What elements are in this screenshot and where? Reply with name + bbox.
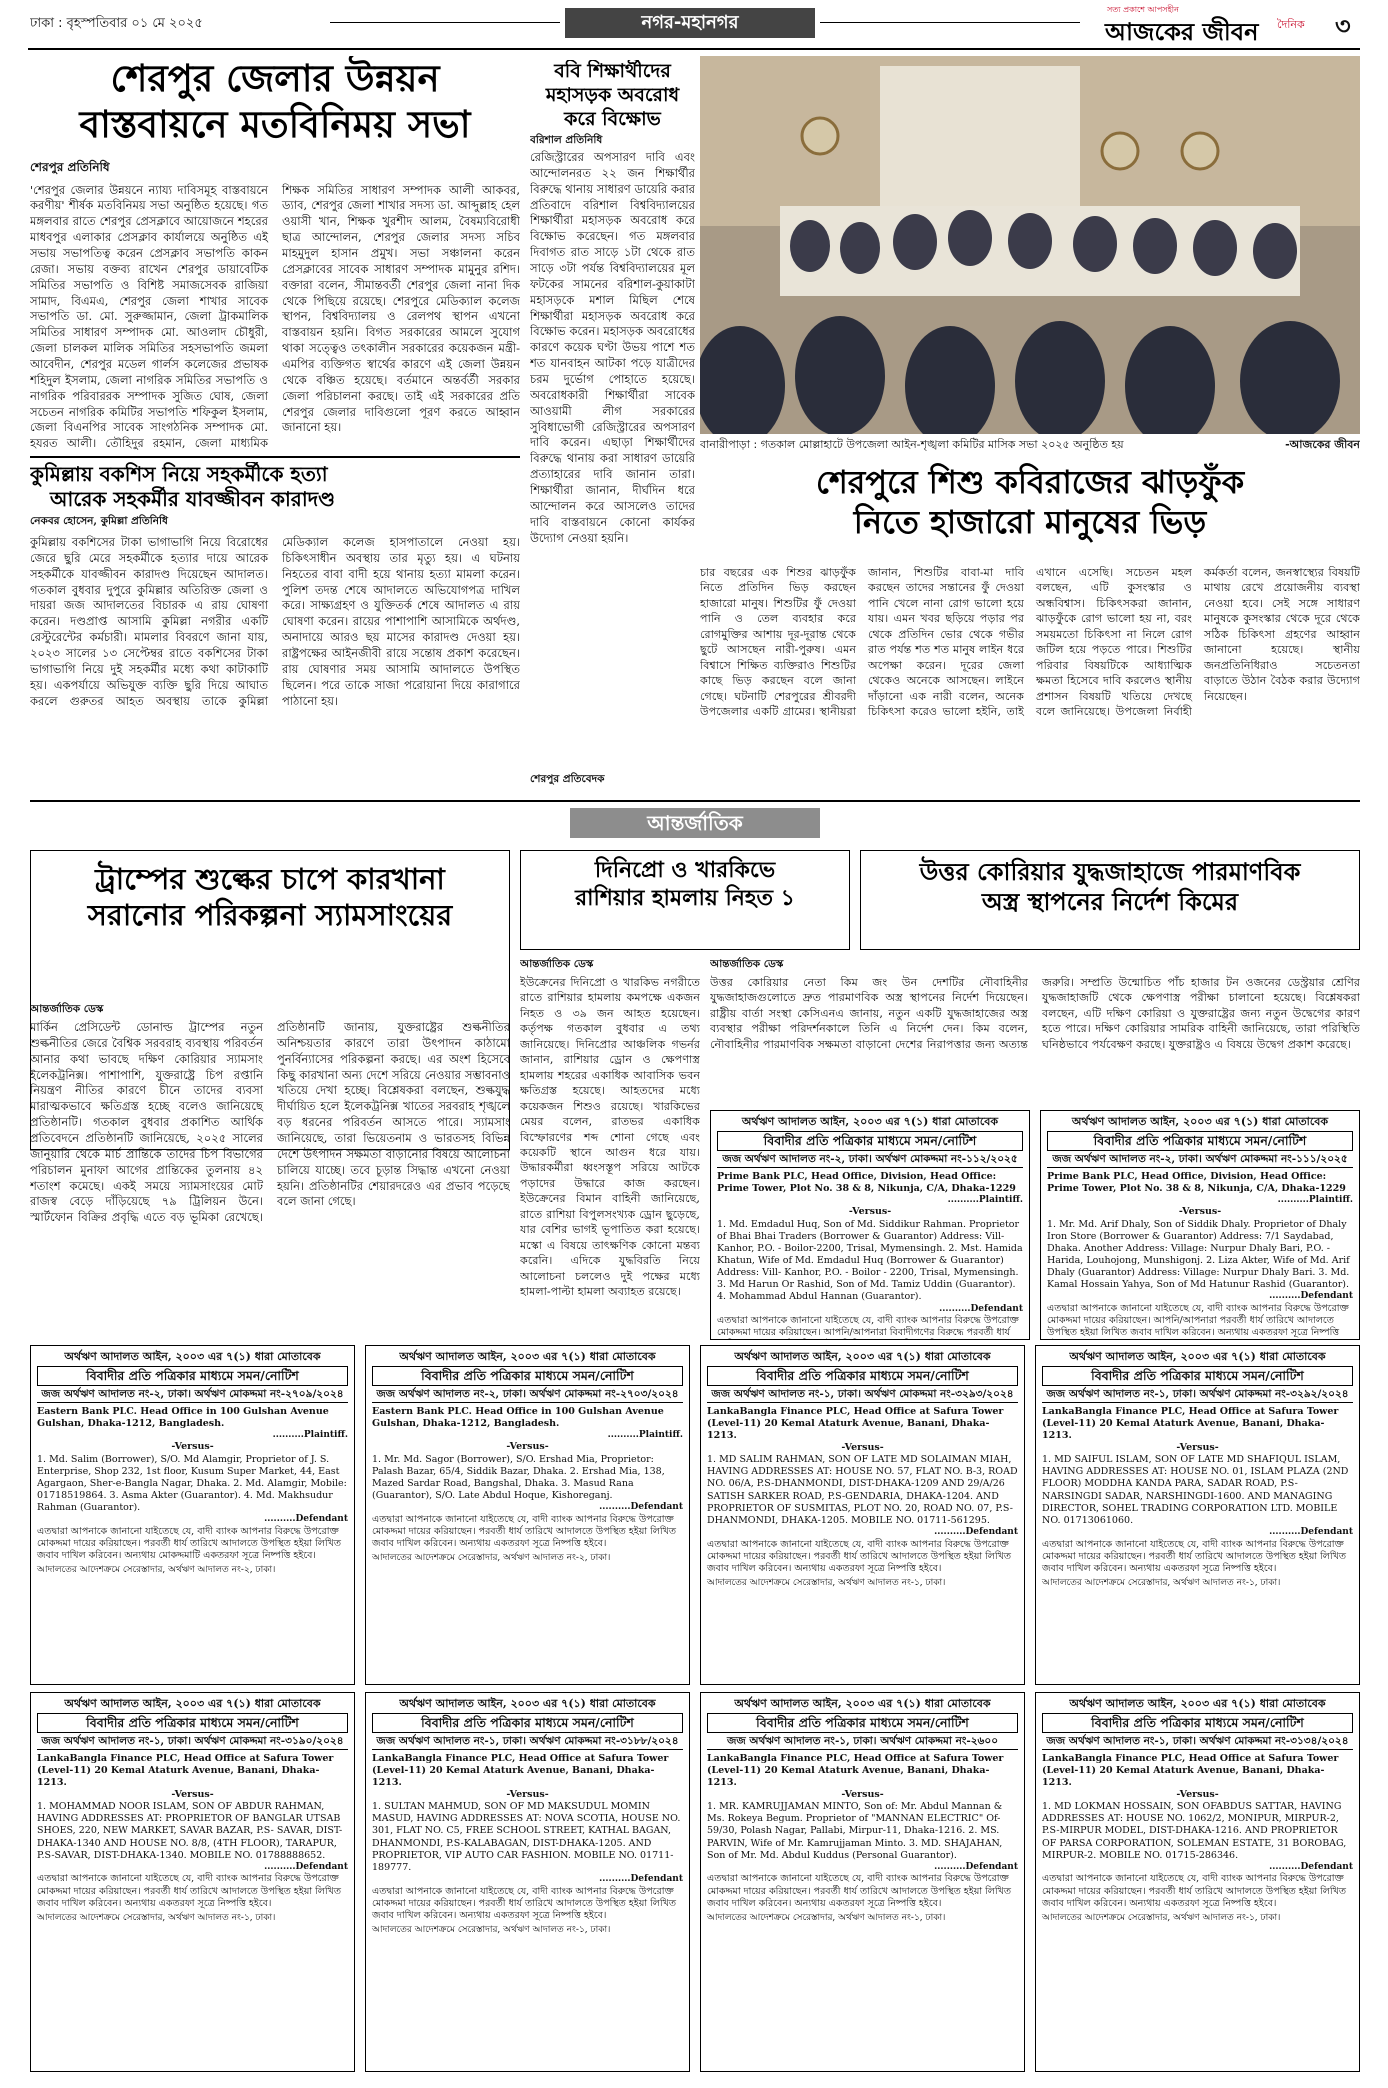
notice-signature: আদালতের আদেশক্রমে সেরেস্তাদার, অর্থঋণ আদালত নং-২, ঢাকা। bbox=[37, 1565, 276, 1576]
notice-case-no: জজ অর্থঋণ আদালত নং-১, ঢাকা। অর্থঋণ মোকদ্দমা নং-৩২৯২/২০২৪ bbox=[1042, 1388, 1353, 1402]
story-ukraine bbox=[520, 850, 850, 950]
notice-plaintiff-tag: ..........Plaintiff. bbox=[272, 1429, 348, 1440]
byline: নেকবর হোসেন, কুমিল্লা প্রতিনিধি bbox=[30, 515, 168, 527]
byline: আন্তর্জাতিক ডেস্ক bbox=[710, 958, 784, 970]
headline-line: ট্রাম্পের শুল্কের চাপে কারখানা bbox=[95, 862, 445, 896]
notice-law: অর্থঋণ আদালত আইন, ২০০৩ এর ৭(১) ধারা মোতাবেক bbox=[741, 1115, 999, 1128]
notice-case-no: জজ অর্থঋণ আদালত নং-২, ঢাকা। অর্থঋণ মোকদ্দমা নং-২৭০৯/২০২৪ bbox=[37, 1388, 348, 1402]
notice-defendant-tag: ..........Defendant bbox=[934, 1527, 1018, 1538]
notice-body: এতদ্বারা আপনাকে জানানো যাইতেছে যে, বাদী ব্যাংক আপনার বিরুদ্ধে উপরোক্ত মোকদ্দমা দায়ের করিয়াছেন। পরবর্তী ধার্য তারিখে আদালতে উপস্থিত হইয়া লিখিত জবাব দাখিল করিবেন। অন্যথায় একতরফা সূত্রে নিষ্পত্তি হইবে। bbox=[1042, 1873, 1346, 1909]
headline-line: করে বিক্ষোভ bbox=[564, 107, 661, 130]
notice-signature: আদালতের আদেশক্রমে সেরেস্তাদার, অর্থঋণ আদালত নং-২, ঢাকা। bbox=[372, 1553, 611, 1564]
notice-body: এতদ্বারা আপনাকে জানানো যাইতেছে যে, বাদী ব্যাংক আপনার বিরুদ্ধে উপরোক্ত মোকদ্দমা দায়ের করিয়াছেন। আপনি/আপনারা বিবাদীগণের বিরুদ্ধে পরবর্তী ধার্য bbox=[717, 1315, 1019, 1339]
notice-defendant: 1. MR. KAMRUJJAMAN MINTO, Son of: Mr. Abdul Mannan & Ms. Rokeya Begum. Proprietor of "MANNAN ELECTRIC" Of-59/30, Polash Nagar, Pallabi, Mirpur-11, Dhaka-1216. 2. MS. PARVIN, Wife of Mr. Kamrujjaman Minto. 3. MD. SHAJAHAN, Son of Mr. Md. Abdul Kuddus (Personal Guarantor). bbox=[707, 1801, 1003, 1861]
notice-case-no: জজ অর্থঋণ আদালত নং-১, ঢাকা। অর্থঋণ মোকদ্দমা নং-৩১৩৪/২০২৪ bbox=[1042, 1735, 1353, 1749]
byline: শেরপুর প্রতিনিধি bbox=[30, 159, 110, 174]
notice-law: অর্থঋণ আদালত আইন, ২০০৩ এর ৭(১) ধারা মোতাবেক bbox=[1069, 1697, 1326, 1710]
photo-caption bbox=[700, 436, 1360, 456]
court-notice bbox=[1035, 1692, 1360, 2072]
notice-law: অর্থঋণ আদালত আইন, ২০০৩ এর ৭(১) ধারা মোতাবেক bbox=[399, 1697, 656, 1710]
notice-law: অর্থঋণ আদালত আইন, ২০০৩ এর ৭(১) ধারা মোতাবেক bbox=[1069, 1350, 1326, 1363]
notice-defendant-tag: ..........Defendant bbox=[939, 1303, 1023, 1314]
notice-case-no: জজ অর্থঋণ আদালত নং-১, ঢাকা। অর্থঋণ মোকদ্দমা নং-৩১৯০/২০২৪ bbox=[37, 1735, 348, 1749]
headline-line: অস্ত্র স্থাপনের নির্দেশ কিমের bbox=[981, 888, 1239, 916]
notice-law: অর্থঋণ আদালত আইন, ২০০৩ এর ৭(১) ধারা মোতাবেক bbox=[399, 1350, 656, 1363]
notice-title: বিবাদীর প্রতি পত্রিকার মাধ্যমে সমন/নোটিশ bbox=[37, 1713, 348, 1733]
notice-title: বিবাদীর প্রতি পত্রিকার মাধ্যমে সমন/নোটিশ bbox=[707, 1366, 1018, 1386]
notice-defendant: 1. MOHAMMAD NOOR ISLAM, SON OF ABDUR RAHMAN, HAVING ADDRESSES AT: PROPRIETOR OF BANGLAR UTSAB SHOES, 220, NEW MARKET, SAVAR BAZAR, P.S- SAVAR, DIST-DHAKA-1340 AND HOUSE NO. 8/8, (4TH FLOOR), TARAPUR, P.S-SAVAR, DIST-DHAKA-1340. MOBILE NO. 01788888652. bbox=[37, 1801, 343, 1861]
notice-signature: আদালতের আদেশক্রমে সেরেস্তাদার, অর্থঋণ আদালত নং-১, ঢাকা। bbox=[37, 1912, 276, 1923]
article-body: 'শেরপুর জেলার উন্নয়নে ন্যায্য দাবিসমূহ বাস্তবায়নে করণীয়' শীর্ষক মতবিনিময় সভা অনুষ্ঠিত হয়েছে। গত মঙ্গলবার রাতে শেরপুর প্রেসক্লাবে আয়োজনে শহরের মাধবপুর এলাকার প্রেসক্লাব কার্যালয়ে অনুষ্ঠিত এই সভায় সভাপতিত্ব করেন প্রেসক্লাব সভাপতি কাকন রেজা। সভায় বক্তব্য রাখেন শেরপুর ডায়াবেটিক সমিতির সভাপতি ও বিশিষ্ট সমাজসেবক রাজিয়া সামাদ, বিএমএ, শেরপুর জেলা শাখার সাবেক সভাপতি ডা. মো. সুরুজ্জামান, জেলা ট্রাকমালিক সমিতির সাধারণ সম্পাদক মো. আওলাদ চৌধুরী, জেলা চালকল মালিক সমিতির সহসভাপতি জমলা আবেদীন, শেরপুর মডেল গার্লস কলেজের প্রভাষক শহিদুল ইসলাম, জেলা নাগরিক সমিতির সভাপতি ও নাগরিক পরিবাররক সম্পাদক সুজিত ঘোষ, জেলা সচেতন নাগরিক কমিটির সভাপতি শফিকুল ইসলাম, জেলা বিএনপির সাবেক সাংগঠনিক সম্পাদক মো. হযরত আলী। তৌহিদুর রহমান, জেলা মাধ্যমিক শিক্ষক সমিতির সাধারণ সম্পাদক আলী আকবর, ড্যাব, শেরপুর জেলা শাখার সদস্য ডা. আব্দুল্লাহ হেল ওয়াসী খান, শিক্ষক খুরশীদ আলম, বৈষম্যবিরোধী ছাত্র আন্দোলন, শেরপুর জেলার সদস্য সচিব মাহমুদুল হাসান প্রমুখ। সভা সঞ্চালনা করেন প্রেসক্লাবের সাবেক সাধারণ সম্পাদক মামুনুর রশিদ। বক্তারা বলেন, সীমান্তবর্তী শেরপুর জেলা নানা দিক থেকে পিছিয়ে রয়েছে। শেরপুরে মেডিক্যাল কলেজ স্থাপন, বিশ্ববিদ্যালয় ও রেলপথ স্থাপন এখনো বাস্তবায়ন হয়নি। বিগত সরকারের আমলে সুযোগ থাকা সত্ত্বেও তৎকালীন সরকারের কয়েকজন মন্ত্রী-এমপির ব্যক্তিগত স্বার্থের কারণে এই জেলা উন্নয়ন থেকে বঞ্চিত হয়েছে। বর্তমানে অন্তর্বর্তী সরকার জেলা পরিচালনা করছে। তাই এই সরকারের প্রতি শেরপুর জেলার দাবিগুলো পূরণ করতে আহ্বান জানানো হয়। bbox=[30, 182, 520, 451]
notice-case-no: জজ অর্থঋণ আদালত নং-২, ঢাকা। অর্থঋণ মোকদ্দমা নং-১১১/২০২৫ bbox=[1047, 1153, 1353, 1167]
notice-defendant: 1. MD LOKMAN HOSSAIN, SON OFABDUS SATTAR, HAVING ADDRESSES AT: HOUSE NO. 1062/2, MONIPUR, MIRPUR-2, P.S-MIRPUR MODEL, DIST-DHAKA-1216. AND PROPRIETOR OF PARSA CORPORATION, SOLEMAN ESTATE, 31 BOROBAG, MIRPUR-2. MOBILE NO. 01715-286346. bbox=[1042, 1801, 1347, 1861]
notice-defendant-tag: ..........Defendant bbox=[934, 1861, 1018, 1872]
notice-signature: আদালতের আদেশক্রমে সেরেস্তাদার, অর্থঋণ আদালত নং-১, ঢাকা। bbox=[1042, 1578, 1281, 1589]
headline-line: শেরপুর জেলার উন্নয়ন bbox=[110, 57, 440, 100]
notice-signature: আদালতের আদেশক্রমে সেরেস্তাদার, অর্থঋণ আদালত নং-১, ঢাকা। bbox=[707, 1578, 946, 1589]
story-sherpur-meeting bbox=[30, 56, 520, 456]
headline-line: রাশিয়ার হামলায় নিহত ১ bbox=[575, 885, 795, 911]
story-ukraine-headline bbox=[527, 857, 843, 912]
notice-defendant: 1. MD SALIM RAHMAN, SON OF LATE MD SOLAIMAN MIAH, HAVING ADDRESSES AT: HOUSE NO. 57, FLAT NO. B-3, ROAD NO. 06/A, P.S-DHANMONDI, DIST-DHAKA-1209 AND 29/A/26 SATISH SARKER ROAD, P.S-GENDARIA, DHAKA-1204. AND PROPRIETOR OF SUSMITAS, PLOT NO. 20, ROAD NO. 07, P.S- DHANMONDI, DHAKA-1205. MOBILE NO. 01711-561295. bbox=[707, 1454, 1018, 1526]
masthead bbox=[0, 0, 1388, 50]
court-notice bbox=[1040, 1110, 1360, 1340]
article-body: রেজিস্ট্রারের অপসারণ দাবি এবং আন্দোলনরত ২২ জন শিক্ষার্থীর বিরুদ্ধে থানায় সাধারণ ডায়েরি করার প্রতিবাদে বরিশাল বিশ্ববিদ্যালয়ের শিক্ষার্থীরা মহাসড়ক অবরোধ করে বিক্ষোভ করেছেন। গত মঙ্গলবার দিবাগত রাত সাড়ে ১টা থেকে রাত সাড়ে ৩টা পর্যন্ত বিশ্ববিদ্যালয়ের মূল ফটকের সামনের বরিশাল-কুয়াকাটা মহাসড়কে মশাল মিছিল শেষে শিক্ষার্থীরা মহাসড়ক অবরোধ করে বিক্ষোভ করেন। মহাসড়ক অবরোধের কারণে কয়েক ঘণ্টা উভয় পাশে শত শত যানবাহন আটকা পড়ে যাত্রীদের চরম দুর্ভোগ পোহাতে হয়েছে। অবরোধকারী শিক্ষার্থীরা সাবেক আওয়ামী লীগ সরকারের সুবিধাভোগী রেজিস্ট্রারের অপসারণ দাবি করেন। এছাড়া শিক্ষার্থীদের বিরুদ্ধে থানায় করা সাধারণ ডায়েরি প্রত্যাহারের দাবি জানান তারা। শিক্ষার্থীরা জানান, দীর্ঘদিন ধরে আন্দোলন করে আসলেও তাদের দাবি বাস্তবায়নে কোনো কার্যকর উদ্যোগ নেওয়া হয়নি। bbox=[530, 150, 695, 545]
notice-plaintiff-tag: ..........Plaintiff. bbox=[1277, 1194, 1353, 1205]
notice-body: এতদ্বারা আপনাকে জানানো যাইতেছে যে, বাদী ব্যাংক আপনার বিরুদ্ধে উপরোক্ত মোকদ্দমা দায়ের করিয়াছেন। পরবর্তী ধার্য তারিখে আদালতে উপস্থিত হইয়া লিখিত জবাব দাখিল করিবেন। অন্যথায় একতরফা সূত্রে নিষ্পত্তি হইবে। bbox=[372, 1513, 676, 1549]
masthead-divider bbox=[330, 22, 560, 23]
notice-defendant-tag: ..........Defendant bbox=[1269, 1527, 1353, 1538]
court-notice bbox=[365, 1692, 690, 2072]
notice-plaintiff: LankaBangla Finance PLC, Head Office at Safura Tower (Level-11) 20 Kemal Ataturk Avenue, Banani, Dhaka-1213. bbox=[707, 1405, 1004, 1441]
photo-meeting-illustration bbox=[700, 56, 1360, 434]
notice-signature: আদালতের আদেশক্রমে সেরেস্তাদার, অর্থঋণ আদালত নং-১, ঢাকা। bbox=[372, 1925, 611, 1936]
notice-title: বিবাদীর প্রতি পত্রিকার মাধ্যমে সমন/নোটিশ bbox=[1042, 1713, 1353, 1733]
article-body: ইউক্রেনের দিনিপ্রো ও খারকিভ নগরীতে রাতে রাশিয়ার হামলায় কমপক্ষে একজন নিহত ও ৩৯ জন আহত হয়েছেন। কর্তৃপক্ষ গতকাল বুধবার এ তথ্য জানিয়েছে। দিনিপ্রোর আঞ্চলিক গভর্নর জানান, রাশিয়ার ড্রোন ও ক্ষেপণাস্ত্র হামলায় শহরের একাধিক আবাসিক ভবন ক্ষতিগ্রস্ত হয়েছে। আহতদের মধ্যে কয়েকজন শিশুও রয়েছে। খারকিভের মেয়র বলেন, রাতভর একাধিক বিস্ফোরণের শব্দ শোনা গেছে এবং কয়েকটি স্থানে আগুন ধরে যায়। উদ্ধারকর্মীরা ধ্বংসস্তূপ সরিয়ে আটকে পড়াদের উদ্ধারে কাজ করছেন। ইউক্রেনের বিমান বাহিনী জানিয়েছে, রাতে রাশিয়া বিপুলসংখ্যক ড্রোন ছুড়েছে, যার বেশির ভাগই ভূপাতিত করা হয়েছে। মস্কো এ বিষয়ে তাৎক্ষণিক কোনো মন্তব্য করেনি। এদিকে যুদ্ধবিরতি নিয়ে আলোচনা চললেও দুই পক্ষের মধ্যে হামলা-পাল্টা হামলা অব্যাহত রয়েছে। bbox=[520, 976, 700, 1299]
page-number: ৩ bbox=[1335, 12, 1351, 40]
article-body: মার্কিন প্রেসিডেন্ট ডোনাল্ড ট্রাম্পের নতুন শুল্কনীতির জেরে বৈশ্বিক সরবরাহ ব্যবস্থায় পরিবর্তন আনার কথা ভাবছে দক্ষিণ কোরিয়ার স্যামসাং ইলেকট্রনিক্স। পাশাপাশি, যুক্তরাষ্ট্রে চিপ রপ্তানি নিয়ন্ত্রণ নীতির কারণে চীনে তাদের ব্যবসা মারাত্মকভাবে ক্ষতিগ্রস্ত হচ্ছে বলেও জানিয়েছে প্রতিষ্ঠানটি। গতকাল বুধবার প্রকাশিত আর্থিক প্রতিবেদনে প্রতিষ্ঠানটি জানিয়েছে, ২০২৫ সালের জানুয়ারি থেকে মার্চ প্রান্তিকে তাদের চিপ বিভাগের পরিচালন মুনাফা আগের প্রান্তিকের তুলনায় ৪২ শতাংশ কমেছে। একই সময়ে স্যামসাংয়ের মোট রাজস্ব বেড়ে দাঁড়িয়েছে ৭৯ ট্রিলিয়ন উনে। স্মার্টফোন বিক্রির প্রবৃদ্ধি এতে বড় ভূমিকা রেখেছে। প্রতিষ্ঠানটি জানায়, যুক্তরাষ্ট্রের শুল্কনীতির অনিশ্চয়তার কারণে তারা উৎপাদন কাঠামো পুনর্বিন্যাসের পরিকল্পনা করছে। এর অংশ হিসেবে কিছু কারখানা অন্য দেশে সরিয়ে নেওয়ার সম্ভাবনাও খতিয়ে দেখা হচ্ছে। বিশ্লেষকরা বলছেন, শুল্কযুদ্ধ দীর্ঘায়িত হলে ইলেকট্রনিক্স খাতের সরবরাহ শৃঙ্খলে বড় ধরনের পরিবর্তন আসতে পারে। স্যামসাং জানিয়েছে, তারা ভিয়েতনাম ও ভারতসহ বিভিন্ন দেশে উৎপাদন সক্ষমতা বাড়ানোর বিষয়ে আলোচনা চালিয়ে যাচ্ছে। তবে চূড়ান্ত সিদ্ধান্ত এখনো নেওয়া হয়নি। প্রতিষ্ঠানটির শেয়ারদরেও এর প্রভাব পড়েছে বলে জানা গেছে। bbox=[30, 1020, 510, 1225]
notice-defendant-tag: ..........Defendant bbox=[1269, 1291, 1353, 1302]
photo-caption-text: বানারীপাড়া : গতকাল মোল্লাহাটে উপজেলা আইন-শৃঙ্খলা কমিটির মাসিক সভা ২০২৫ অনুষ্ঠিত হয় bbox=[700, 438, 1124, 451]
notice-case-no: জজ অর্থঋণ আদালত নং-২, ঢাকা। অর্থঋণ মোকদ্দমা নং-২৭০৩/২০২৪ bbox=[372, 1388, 683, 1402]
story-samsung-headline bbox=[41, 861, 499, 934]
section-rule bbox=[30, 800, 1360, 802]
notice-title: বিবাদীর প্রতি পত্রিকার মাধ্যমে সমন/নোটিশ bbox=[1047, 1131, 1353, 1151]
byline: আন্তর্জাতিক ডেস্ক bbox=[30, 1003, 104, 1015]
story-bobi-headline bbox=[530, 60, 695, 131]
notice-defendant: 1. Mr. Md. Sagor (Borrower), S/O. Ershad Mia, Proprietor: Palash Bazar, 65/4, Siddik Bazar, Dhaka. 2. Ershad Mia, 138, Mazed Sardar Road, Bangshal, Dhaka. 3. Masud Rana (Guarantor), S/O. Late Abdul Hoque, Kishoreganj. bbox=[372, 1453, 665, 1501]
notice-defendant-tag: ..........Defendant bbox=[264, 1861, 348, 1872]
headline-line: মহাসড়ক অবরোধ bbox=[545, 83, 680, 106]
notice-plaintiff: Prime Bank PLC, Head Office, Division, Head Office: Prime Tower, Plot No. 38 & 8, Nikunja, C/A, Dhaka-1229 bbox=[717, 1170, 1016, 1194]
notice-defendant-tag: ..........Defendant bbox=[264, 1514, 348, 1525]
notice-body: এতদ্বারা আপনাকে জানানো যাইতেছে যে, বাদী ব্যাংক আপনার বিরুদ্ধে উপরোক্ত মোকদ্দমা দায়ের করিয়াছেন। পরবর্তী ধার্য তারিখে আদালতে উপস্থিত হইয়া লিখিত জবাব দাখিল করিবেন। অন্যথায় একতরফা সূত্রে নিষ্পত্তি হইবে। bbox=[37, 1873, 341, 1909]
section-label: নগর-মহানগর bbox=[565, 8, 815, 38]
notice-title: বিবাদীর প্রতি পত্রিকার মাধ্যমে সমন/নোটিশ bbox=[717, 1131, 1023, 1151]
notice-plaintiff-tag: ..........Plaintiff. bbox=[947, 1194, 1023, 1205]
notice-versus: -Versus- bbox=[171, 1441, 214, 1453]
notice-title: বিবাদীর প্রতি পত্রিকার মাধ্যমে সমন/নোটিশ bbox=[707, 1713, 1018, 1733]
court-notice bbox=[30, 1345, 355, 1685]
headline-line: কুমিল্লায় বকশিস নিয়ে সহকর্মীকে হত্যা bbox=[30, 462, 328, 486]
logo bbox=[1085, 4, 1325, 46]
byline: আন্তর্জাতিক ডেস্ক bbox=[520, 958, 594, 970]
notice-case-no: জজ অর্থঋণ আদালত নং-১, ঢাকা। অর্থঋণ মোকদ্দমা নং-২৬০০ bbox=[707, 1735, 1018, 1749]
notice-body: এতদ্বারা আপনাকে জানানো যাইতেছে যে, বাদী ব্যাংক আপনার বিরুদ্ধে উপরোক্ত মোকদ্দমা দায়ের করিয়াছেন। পরবর্তী ধার্য তারিখে আদালতে উপস্থিত হইয়া লিখিত জবাব দাখিল করিবেন। অন্যথায় একতরফা সূত্রে নিষ্পত্তি হইবে। bbox=[372, 1885, 676, 1921]
notice-versus: -Versus- bbox=[506, 1788, 549, 1800]
notice-title: বিবাদীর প্রতি পত্রিকার মাধ্যমে সমন/নোটিশ bbox=[37, 1366, 348, 1386]
notice-title: বিবাদীর প্রতি পত্রিকার মাধ্যমে সমন/নোটিশ bbox=[372, 1713, 683, 1733]
headline-line: ববি শিক্ষার্থীদের bbox=[554, 60, 671, 82]
column-rule bbox=[30, 456, 520, 458]
notice-body: এতদ্বারা আপনাকে জানানো যাইতেছে যে, বাদী ব্যাংক আপনার বিরুদ্ধে উপরোক্ত মোকদ্দমা দায়ের করিয়াছেন। পরবর্তী ধার্য তারিখে আদালতে উপস্থিত হইয়া লিখিত জবাব দাখিল করিবেন। অন্যথায় একতরফা সূত্রে নিষ্পত্তি হইবে। bbox=[707, 1538, 1011, 1574]
notice-case-no: জজ অর্থঋণ আদালত নং-২, ঢাকা। অর্থঋণ মোকদ্দমা নং-১১২/২০২৫ bbox=[717, 1153, 1023, 1167]
notice-body: এতদ্বারা আপনাকে জানানো যাইতেছে যে, বাদী ব্যাংক আপনার বিরুদ্ধে উপরোক্ত মোকদ্দমা দায়ের করিয়াছেন। পরবর্তী ধার্য তারিখে আদালতে উপস্থিত হইয়া লিখিত জবাব দাখিল করিবেন। অন্যথায় একতরফা সূত্রে নিষ্পত্তি হইবে। bbox=[1042, 1538, 1346, 1574]
notice-versus: -Versus- bbox=[1176, 1788, 1219, 1800]
court-notice bbox=[365, 1345, 690, 1685]
notice-plaintiff: Prime Bank PLC, Head Office, Division, Head Office: Prime Tower, Plot No. 38 & 8, Nikunja, C/A, Dhaka-1229 bbox=[1047, 1170, 1346, 1194]
notice-defendant: 1. Md. Emdadul Huq, Son of Md. Siddikur Rahman. Proprietor of Bhai Bhai Traders (Borrower & Guarantor) Address: Vill- Kanhor, P.O. - Boilor-2200, Trisal, Mymensingh. 2. Mst. Hamida Khatun, Wife of Md. Emdadul Huq (Borrower & Guarantor) Address: Vill- Kanhor, P.O. - Boilor - 2200, Trisal, Mymensingh. 3. Md Harun Or Rashid, Son of Md. Tamiz Uddin (Guarantor). 4. Mohammad Abdul Hannan (Guarantor). bbox=[717, 1218, 1023, 1303]
dateline: ঢাকা : বৃহস্পতিবার ০১ মে ২০২৫ bbox=[30, 16, 203, 31]
notice-defendant-tag: ..........Defendant bbox=[1269, 1861, 1353, 1872]
notice-plaintiff: LankaBangla Finance PLC, Head Office at Safura Tower (Level-11) 20 Kemal Ataturk Avenue, Banani, Dhaka-1213. bbox=[1042, 1405, 1339, 1441]
notice-signature: আদালতের আদেশক্রমে সেরেস্তাদার, অর্থঋণ আদালত নং-১, ঢাকা। bbox=[1042, 1912, 1281, 1923]
story-comilla-murder bbox=[30, 462, 520, 792]
notice-body: এতদ্বারা আপনাকে জানানো যাইতেছে যে, বাদী ব্যাংক আপনার বিরুদ্ধে উপরোক্ত মোকদ্দমা দায়ের করিয়াছেন। পরবর্তী ধার্য তারিখে আদালতে উপস্থিত হইয়া লিখিত জবাব দাখিল করিবেন। অন্যথায় মোকদ্দমাটি একতরফা সূত্রে নিষ্পত্তি হইবে। bbox=[37, 1525, 341, 1562]
notice-defendant-tag: ..........Defendant bbox=[599, 1874, 683, 1885]
notice-versus: -Versus- bbox=[848, 1206, 892, 1218]
headline-line: বাস্তবায়নে মতবিনিময় সভা bbox=[79, 103, 471, 147]
byline: শেরপুর প্রতিবেদক bbox=[530, 773, 605, 785]
notice-law: অর্থঋণ আদালত আইন, ২০০৩ এর ৭(১) ধারা মোতাবেক bbox=[1071, 1115, 1329, 1128]
notice-plaintiff: LankaBangla Finance PLC, Head Office at Safura Tower (Level-11) 20 Kemal Ataturk Avenue, Banani, Dhaka-1213. bbox=[707, 1752, 1004, 1788]
court-notice bbox=[710, 1110, 1030, 1340]
masthead-divider-right bbox=[820, 22, 1080, 23]
notice-plaintiff: LankaBangla Finance PLC, Head Office at Safura Tower (Level-11) 20 Kemal Ataturk Avenue, Banani, Dhaka-1213. bbox=[1042, 1752, 1339, 1788]
headline-line: উত্তর কোরিয়ার যুদ্ধজাহাজে পারমাণবিক bbox=[919, 858, 1301, 886]
notice-case-no: জজ অর্থঋণ আদালত নং-১, ঢাকা। অর্থঋণ মোকদ্দমা নং-৩২৯৩/২০২৪ bbox=[707, 1388, 1018, 1402]
notice-versus: -Versus- bbox=[171, 1788, 214, 1800]
section-international: আন্তর্জাতিক bbox=[570, 808, 820, 838]
notice-defendant: 1. Mr. Md. Arif Dhaly, Son of Siddik Dhaly. Proprietor of Dhaly Iron Store (Borrower & Guarantor) Address: 7/1 Saydabad, Dhaka. Another Address: Village: Nurpur Dhaly Bari, P.O. - Harida, Louhojong, Munshigonj. 2. Liza Akter, Wife of Md. Arif Dhaly (Guarantor) Address: Village: Nurpur Dhaly Bari. 3. Md. Kamal Hossain Yahya, Son of Md Hatunur Rashid (Guarantor). bbox=[1047, 1218, 1350, 1291]
notice-plaintiff-tag: ..........Plaintiff. bbox=[607, 1429, 683, 1440]
notice-body: এতদ্বারা আপনাকে জানানো যাইতেছে যে, বাদী ব্যাংক আপনার বিরুদ্ধে উপরোক্ত মোকদ্দমা দায়ের করিয়াছেন। পরবর্তী ধার্য তারিখে আদালতে উপস্থিত হইয়া লিখিত জবাব দাখিল করিবেন। অন্যথায় একতরফা সূত্রে নিষ্পত্তি হইবে। bbox=[707, 1873, 1011, 1909]
story-comilla-headline bbox=[30, 462, 520, 512]
court-notice bbox=[700, 1345, 1025, 1685]
headline-line: সরানোর পরিকল্পনা স্যামসাংয়ের bbox=[87, 898, 453, 933]
story-north-korea bbox=[860, 850, 1360, 950]
notice-defendant-tag: ..........Defendant bbox=[599, 1502, 683, 1513]
notice-title: বিবাদীর প্রতি পত্রিকার মাধ্যমে সমন/নোটিশ bbox=[1042, 1366, 1353, 1386]
logo-wordmark: আজকের জীবন bbox=[1105, 18, 1259, 46]
story-north-korea-headline bbox=[867, 857, 1353, 917]
notice-case-no: জজ অর্থঋণ আদালত নং-১, ঢাকা। অর্থঋণ মোকদ্দমা নং-৩১৮৮/২০২৪ bbox=[372, 1735, 683, 1749]
notice-versus: -Versus- bbox=[841, 1788, 884, 1800]
notice-plaintiff: LankaBangla Finance PLC, Head Office at Safura Tower (Level-11) 20 Kemal Ataturk Avenue, Banani, Dhaka-1213. bbox=[372, 1752, 669, 1788]
headline-line: নিতে হাজারো মানুষের ভিড় bbox=[853, 503, 1207, 541]
notice-versus: -Versus- bbox=[841, 1441, 884, 1453]
story-child-healer-headline bbox=[700, 462, 1360, 542]
article-body: চার বছরের এক শিশুর ঝাড়ফুঁক নিতে প্রতিদিন ভিড় করছেন হাজারো মানুষ। শিশুটির ফুঁ দেওয়া পানি ও তেল ব্যবহার করে রোগমুক্তির আশায় দূর-দূরান্ত থেকে ছুটে আসছেন নারী-পুরুষ। এমন বিশ্বাসে শিক্ষিত ব্যক্তিরাও শিশুটির কাছে ভিড় করছেন বলে জানা গেছে। ঘটনাটি শেরপুরের শ্রীবরদী উপজেলার একটি গ্রামের। স্থানীয়রা জানান, শিশুটির বাবা-মা দাবি করছেন তাদের সন্তানের ফুঁ দেওয়া পানি খেলে নানা রোগ ভালো হয়ে যায়। এমন খবর ছড়িয়ে পড়ার পর থেকে প্রতিদিন ভোর থেকে গভীর রাত পর্যন্ত শত শত মানুষ লাইন ধরে অপেক্ষা করেন। দূরের জেলা থেকেও অনেকে আসছেন। লাইনে দাঁড়ানো এক নারী বলেন, অনেক চিকিৎসা করেও ভালো হইনি, তাই এখানে এসেছি। সচেতন মহল বলছেন, এটি কুসংস্কার ও অন্ধবিশ্বাস। চিকিৎসকরা জানান, ঝাড়ফুঁকে রোগ ভালো হয় না, বরং সময়মতো চিকিৎসা না নিলে রোগ জটিল হয়ে পড়তে পারে। শিশুটির পরিবার বিষয়টিকে আধ্যাত্মিক ক্ষমতা হিসেবে দাবি করলেও স্থানীয় প্রশাসন বিষয়টি খতিয়ে দেখছে বলে জানিয়েছে। উপজেলা নির্বাহী কর্মকর্তা বলেন, জনস্বাস্থ্যের বিষয়টি মাথায় রেখে প্রয়োজনীয় ব্যবস্থা নেওয়া হবে। সেই সঙ্গে সাধারণ মানুষকে কুসংস্কার থেকে দূরে থেকে সঠিক চিকিৎসা গ্রহণের আহ্বান জানানো হয়েছে। স্থানীয় জনপ্রতিনিধিরাও সচেতনতা বাড়াতে উঠান বৈঠক করার উদ্যোগ নিয়েছেন। bbox=[700, 566, 1360, 719]
photo-credit: -আজকের জীবন bbox=[1285, 438, 1360, 451]
notice-plaintiff: Eastern Bank PLC. Head Office in 100 Gulshan Avenue Gulshan, Dhaka-1212, Bangladesh. bbox=[37, 1405, 329, 1429]
notice-law: অর্থঋণ আদালত আইন, ২০০৩ এর ৭(১) ধারা মোতাবেক bbox=[64, 1350, 321, 1363]
notice-versus: -Versus- bbox=[1178, 1206, 1222, 1218]
headline-line: শেরপুরে শিশু কবিরাজের ঝাড়ফুঁক bbox=[815, 463, 1245, 501]
court-notice bbox=[700, 1692, 1025, 2072]
headline-line: দিনিপ্রো ও খারকিভে bbox=[594, 858, 776, 883]
notice-law: অর্থঋণ আদালত আইন, ২০০৩ এর ৭(১) ধারা মোতাবেক bbox=[734, 1697, 991, 1710]
notice-law: অর্থঋণ আদালত আইন, ২০০৩ এর ৭(১) ধারা মোতাবেক bbox=[734, 1350, 991, 1363]
notice-signature: আদালতের আদেশক্রমে সেরেস্তাদার, অর্থঋণ আদালত নং-১, ঢাকা। bbox=[707, 1912, 946, 1923]
story-sherpur-meeting-headline bbox=[30, 56, 520, 149]
notice-defendant: 1. Md. Salim (Borrower), S/O. Md Alamgir, Proprietor of J. S. Enterprise, Shop 232, 1st floor, Kusum Super Market, 44, East Agargaon, Sher-e-Bangla Nagar, Dhaka. 2. Md. Alamgir, Mobile: 01718519864. 3. Asma Akter (Guarantor). 4. Md. Makhsudur Rahman (Guarantor). bbox=[37, 1453, 347, 1514]
notice-title: বিবাদীর প্রতি পত্রিকার মাধ্যমে সমন/নোটিশ bbox=[372, 1366, 683, 1386]
news-photo bbox=[700, 56, 1360, 434]
logo-small: দৈনিক bbox=[1277, 18, 1305, 31]
headline-line: আরেক সহকর্মীর যাবজ্জীবন কারাদণ্ড bbox=[50, 487, 336, 511]
masthead-rule bbox=[28, 48, 1360, 50]
byline: বরিশাল প্রতিনিধি bbox=[530, 134, 603, 147]
notice-defendant: 1. SULTAN MAHMUD, SON OF MD MAKSUDUL MOMIN MASUD, HAVING ADDRESSES AT: NOVA SCOTIA, HOUSE NO. 301, FLAT NO. C5, FREE SCHOOL STREET, KATHAL BAGAN, DHANMONDI, P.S-KALABAGAN, DIST-DHAKA-1205. AND PROPRIETOR, VIP AUTO CAR FASHION. MOBILE NO. 01711-189777. bbox=[372, 1801, 681, 1873]
notice-plaintiff: LankaBangla Finance PLC, Head Office at Safura Tower (Level-11) 20 Kemal Ataturk Avenue, Banani, Dhaka-1213. bbox=[37, 1752, 334, 1788]
notice-body: এতদ্বারা আপনাকে জানানো যাইতেছে যে, বাদী ব্যাংক আপনার বিরুদ্ধে উপরোক্ত মোকদ্দমা দায়ের করিয়াছেন। আপনি/আপনারা পরবর্তী ধার্য তারিখে আদালতে উপস্থিত হইয়া লিখিত জবাব দাখিল করিবেন। অন্যথায় একতরফা সূত্রে নিষ্পত্তি bbox=[1047, 1302, 1349, 1339]
article-body: কুমিল্লায় বকশিসের টাকা ভাগাভাগি নিয়ে বিরোধের জেরে ছুরি মেরে সহকর্মীকে হত্যার দায়ে আরেক সহকর্মীকে যাবজ্জীবন কারাদণ্ড দিয়েছেন আদালত। গতকাল বুধবার দুপুরে কুমিল্লার অতিরিক্ত জেলা ও দায়রা জজ আদালতের বিচারক এ রায় ঘোষণা করেন। দণ্ডপ্রাপ্ত আসামি কুমিল্লা নগরীর একটি রেস্টুরেন্টের কর্মচারী। মামলার বিবরণে জানা যায়, ২০২৩ সালের ১৩ সেপ্টেম্বর রাতে বকশিসের টাকা ভাগাভাগি নিয়ে দুই সহকর্মীর মধ্যে কথা কাটাকাটি হয়। একপর্যায়ে অভিযুক্ত ব্যক্তি ছুরি দিয়ে আঘাত করলে গুরুতর আহত অবস্থায় তাকে কুমিল্লা মেডিক্যাল কলেজ হাসপাতালে নেওয়া হয়। চিকিৎসাধীন অবস্থায় তার মৃত্যু হয়। এ ঘটনায় নিহতের বাবা বাদী হয়ে থানায় হত্যা মামলা করেন। পুলিশ তদন্ত শেষে আদালতে অভিযোগপত্র দাখিল করে। সাক্ষ্যগ্রহণ ও যুক্তিতর্ক শেষে আদালত এ রায় ঘোষণা করেন। রায়ের পাশাপাশি আসামিকে অর্থদণ্ড, অনাদায়ে আরও ছয় মাসের কারাদণ্ড দেওয়া হয়। রাষ্ট্রপক্ষের আইনজীবী রায়ে সন্তোষ প্রকাশ করেছেন। রায় ঘোষণার সময় আসামি আদালতে উপস্থিত ছিলেন। পরে তাকে সাজা পরোয়ানা দিয়ে কারাগারে পাঠানো হয়। bbox=[30, 535, 520, 708]
court-notice bbox=[1035, 1345, 1360, 1685]
court-notice bbox=[30, 1692, 355, 2072]
notice-law: অর্থঋণ আদালত আইন, ২০০৩ এর ৭(১) ধারা মোতাবেক bbox=[64, 1697, 321, 1710]
notice-defendant: 1. MD SAIFUL ISLAM, SON OF LATE MD SHAFIQUL ISLAM, HAVING ADDRESSES AT: HOUSE NO. 01, ISLAM PLAZA (2ND FLOOR) MODDHA KANDA PARA, SADAR ROAD, P.S-NARSINGDI SADAR, NARSHINGDI-1600. AND MANAGING DIRECTOR, SOHEL TRADING CORPORATION LTD. MOBILE NO. 01713061060. bbox=[1042, 1454, 1349, 1526]
logo-tagline: সত্য প্রকাশে আপসহীন bbox=[1107, 5, 1179, 14]
notice-plaintiff: Eastern Bank PLC. Head Office in 100 Gulshan Avenue Gulshan, Dhaka-1212, Bangladesh. bbox=[372, 1405, 664, 1429]
notice-versus: -Versus- bbox=[1176, 1441, 1219, 1453]
notice-versus: -Versus- bbox=[506, 1441, 549, 1453]
article-body: উত্তর কোরিয়ার নেতা কিম জং উন দেশটির নৌবাহিনীর যুদ্ধজাহাজগুলোতে দ্রুত পারমাণবিক অস্ত্র স্থাপনের নির্দেশ দিয়েছেন। রাষ্ট্রীয় বার্তা সংস্থা কেসিএনএ জানায়, নতুন একটি যুদ্ধজাহাজের অস্ত্র ব্যবস্থার পরীক্ষা পরিদর্শনকালে তিনি এ নির্দেশ দেন। কিম বলেন, নৌবাহিনীর পারমাণবিক সক্ষমতা বাড়ানো দেশের নিরাপত্তার জন্য অত্যন্ত জরুরি। সম্প্রতি উন্মোচিত পাঁচ হাজার টন ওজনের ডেস্ট্রয়ার শ্রেণির যুদ্ধজাহাজটি থেকে ক্ষেপণাস্ত্র পরীক্ষা চালানো হয়েছে। বিশ্লেষকরা বলছেন, এটি দক্ষিণ কোরিয়া ও যুক্তরাষ্ট্রের জন্য নতুন উদ্বেগের কারণ হতে পারে। দক্ষিণ কোরিয়ার সামরিক বাহিনী জানিয়েছে, তারা পরিস্থিতি ঘনিষ্ঠভাবে পর্যবেক্ষণ করছে। যুক্তরাষ্ট্রও এ বিষয়ে উদ্বেগ প্রকাশ করেছে। bbox=[710, 976, 1360, 1051]
